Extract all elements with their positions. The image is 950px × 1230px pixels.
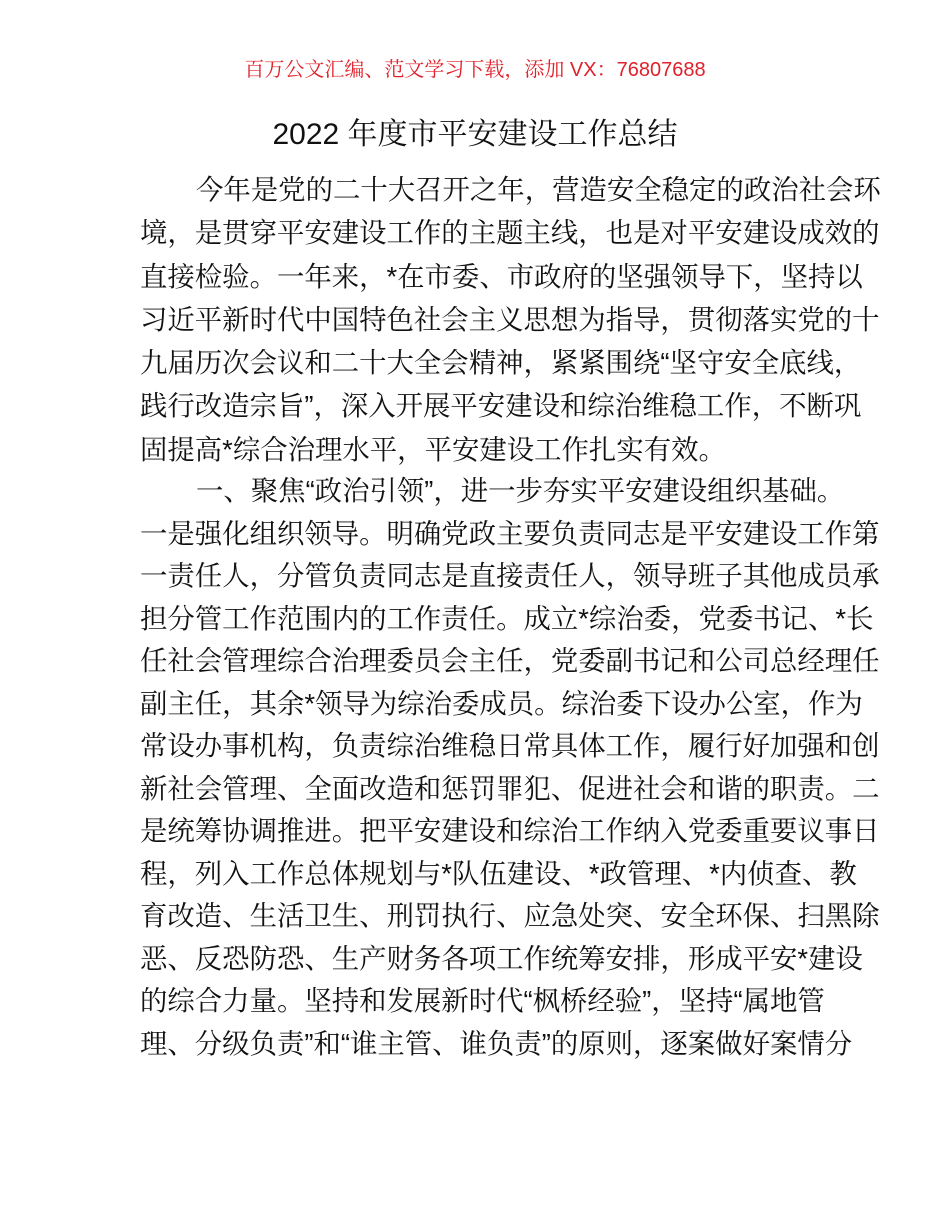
text-line: 九届历次会议和二十大全会精神，紧紧围绕“坚守安全底线，	[140, 347, 862, 379]
text-line: 理、分级负责”和“谁主管、谁负责”的原则，逐案做好案情分	[140, 1027, 853, 1059]
text-line: 一责任人，分管负责同志是直接责任人，领导班子其他成员承	[140, 560, 880, 591]
text-line: 今年是党的二十大召开之年，营造安全稳定的政治社会环	[196, 174, 881, 205]
text-line: 程，列入工作总体规划与*队伍建设、*政管理、*内侦查、教	[140, 857, 857, 889]
text-line: 固提高*综合治理水平，平安建设工作扎实有效。	[140, 433, 726, 465]
text-line: 是统筹协调推进。把平安建设和综治工作纳入党委重要议事日	[140, 815, 880, 846]
paragraph-intro	[140, 168, 881, 471]
text-line: 践行改造宗旨”，深入开展平安建设和综治维稳工作，不断巩	[140, 390, 862, 422]
watermark-header: 百万公文汇编、范文学习下载，添加 VX：76807688	[244, 59, 706, 81]
text-line: 的综合力量。坚持和发展新时代“枫桥经验”，坚持“属地管	[140, 985, 825, 1016]
document-title: 2022 年度市平安建设工作总结	[272, 118, 678, 151]
text-line: 担分管工作范围内的工作责任。成立*综治委，党委书记、*长	[140, 602, 874, 634]
text-line: 直接检验。一年来，*在市委、市政府的坚强领导下，坚持以	[140, 260, 863, 292]
text-line: 习近平新时代中国特色社会主义思想为指导，贯彻落实党的十	[140, 303, 880, 335]
text-line: 境，是贯穿平安建设工作的主题主线，也是对平安建设成效的	[140, 217, 880, 249]
text-line: 一是强化组织领导。明确党政主要负责同志是平安建设工作第	[140, 517, 880, 549]
text-line: 一、聚焦“政治引领”，进一步夯实平安建设组织基础。	[196, 475, 845, 506]
text-line: 副主任，其余*领导为综治委成员。综治委下设办公室，作为	[140, 687, 863, 719]
paragraph-section-1	[140, 470, 880, 1065]
text-line: 恶、反恐防恐、生产财务各项工作统筹安排，形成平安*建设	[140, 942, 863, 974]
text-line: 任社会管理综合治理委员会主任，党委副书记和公司总经理任	[140, 645, 880, 676]
text-line: 常设办事机构，负责综治维稳日常具体工作，履行好加强和创	[140, 730, 880, 761]
text-line: 育改造、生活卫生、刑罚执行、应急处突、安全环保、扫黑除	[140, 900, 880, 931]
text-line: 新社会管理、全面改造和惩罚罪犯、促进社会和谐的职责。二	[140, 772, 880, 804]
